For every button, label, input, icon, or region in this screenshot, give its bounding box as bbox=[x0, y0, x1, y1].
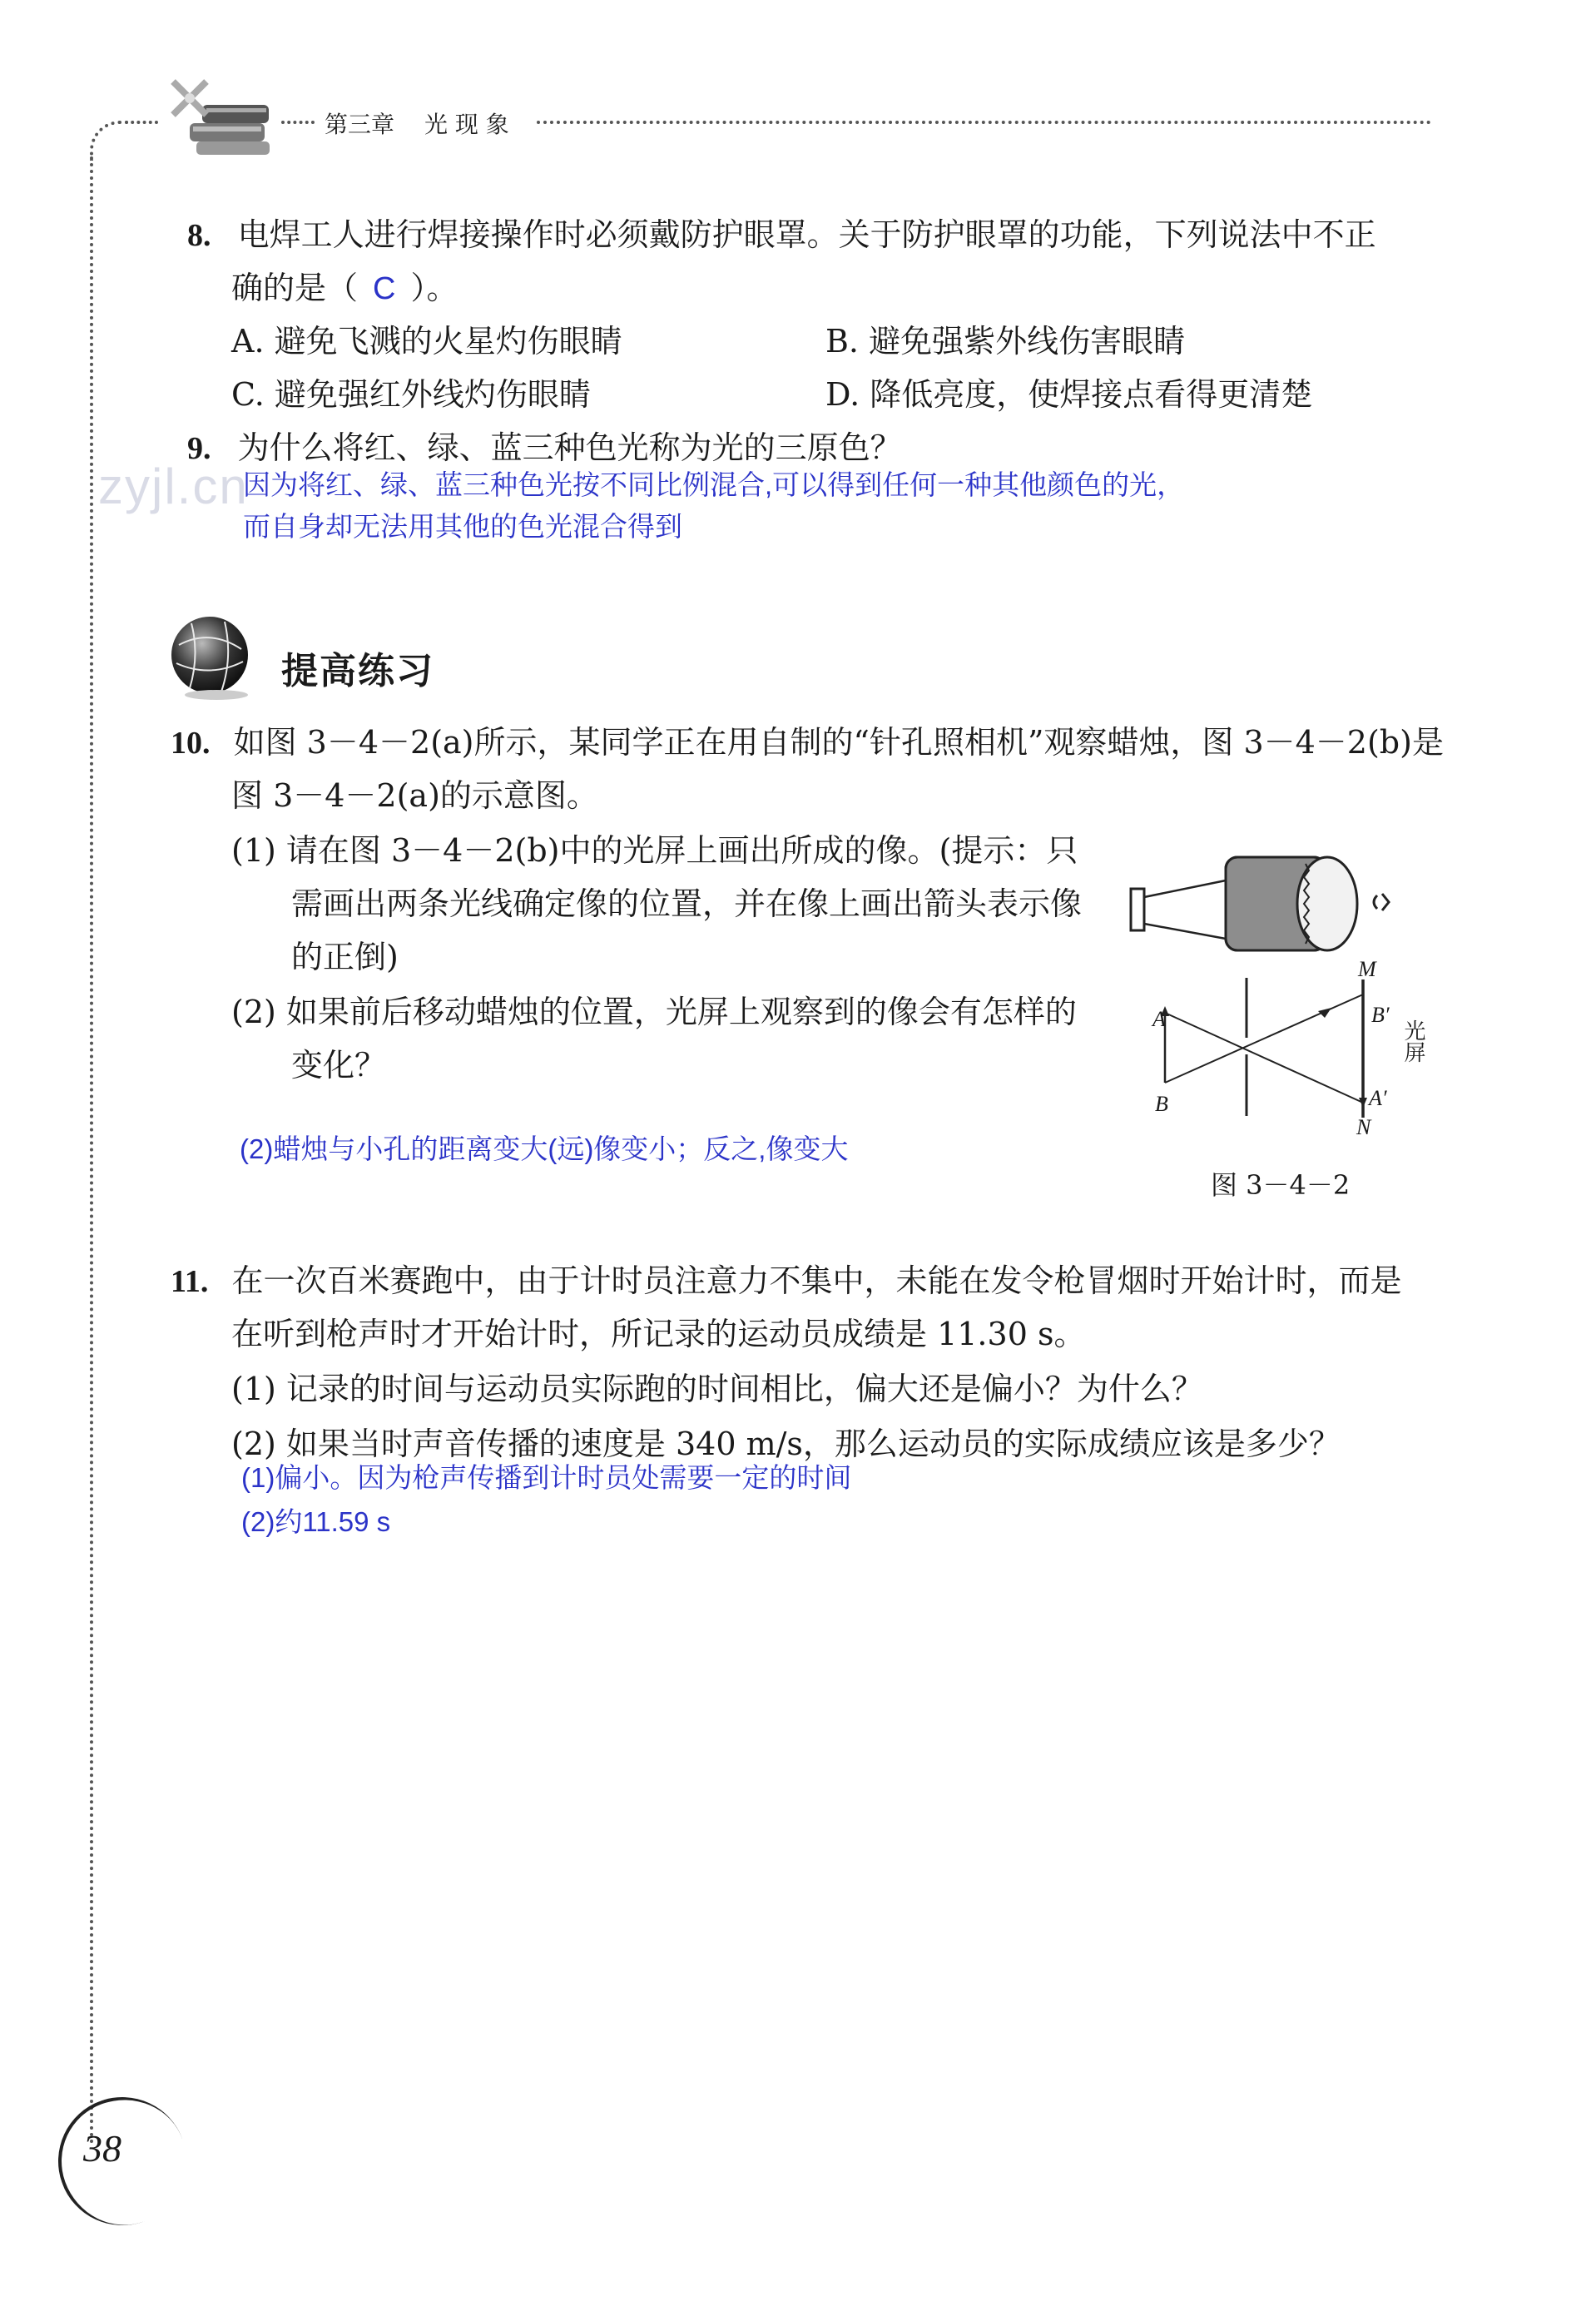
label-A: A bbox=[1152, 1007, 1166, 1031]
q11-line1 bbox=[171, 1261, 1402, 1302]
q11-answer2: (2)约11.59 s bbox=[241, 1506, 391, 1537]
q8-answer: C bbox=[373, 271, 396, 306]
section-title: 提高练习 bbox=[281, 650, 434, 692]
q8-number: 8. bbox=[187, 218, 211, 253]
q10-sub1-line3: 的正倒) bbox=[291, 939, 399, 975]
q10-answer: (2)蜡烛与小孔的距离变大(远)像变小；反之,像变大 bbox=[240, 1133, 849, 1164]
q10-line1 bbox=[171, 722, 1444, 763]
q10-sub1-line2: 需画出两条光线确定像的位置，并在像上画出箭头表示像 bbox=[291, 885, 1083, 922]
q11-line2: 在听到枪声时才开始计时，所记录的运动员成绩是 11.30 s。 bbox=[231, 1316, 1086, 1352]
q11-answer1: (1)偏小。因为枪声传播到计时员处需要一定的时间 bbox=[241, 1462, 852, 1493]
label-B-prime: B′ bbox=[1371, 1003, 1390, 1027]
figure-caption: 图 3－4－2 bbox=[1211, 1169, 1351, 1201]
q9-answer-line2: 而自身却无法用其他的色光混合得到 bbox=[243, 511, 682, 542]
label-screen: 光屏 bbox=[1400, 1019, 1425, 1063]
label-A-prime: A′ bbox=[1369, 1086, 1387, 1110]
q11-text: 在一次百米赛跑中，由于计时员注意力不集中，未能在发令枪冒烟时开始计时，而是 bbox=[231, 1262, 1402, 1299]
page-number: 38 bbox=[83, 2127, 121, 2170]
q8-option-c: C. 避免强红外线灼伤眼睛 bbox=[231, 376, 591, 413]
q9-text: 为什么将红、绿、蓝三种色光称为光的三原色？ bbox=[237, 429, 902, 466]
q8-line1 bbox=[187, 215, 1376, 255]
q8-option-a: A. 避免飞溅的火星灼伤眼睛 bbox=[231, 323, 622, 360]
q9-answer-line1: 因为将红、绿、蓝三种色光按不同比例混合,可以得到任何一种其他颜色的光， bbox=[243, 469, 1185, 500]
q8-text: 电焊工人进行焊接操作时必须戴防护眼罩。关于防护眼罩的功能，下列说法中不正 bbox=[237, 216, 1376, 253]
page-number-circle bbox=[40, 2079, 204, 2243]
q11-number: 11. bbox=[171, 1264, 209, 1299]
header-rule-left bbox=[125, 121, 158, 124]
label-N: N bbox=[1356, 1115, 1371, 1139]
header-rule-right bbox=[537, 121, 1431, 124]
q11-sub1: (1) 记录的时间与运动员实际跑的时间相比，偏大还是偏小？为什么？ bbox=[231, 1371, 1203, 1407]
q10-sub1-line1: (1) 请在图 3－4－2(b)中的光屏上画出所成的像。(提示：只 bbox=[231, 832, 1078, 869]
header-corner bbox=[90, 121, 130, 161]
q9-line bbox=[187, 428, 902, 469]
watermark: zyjl.cn bbox=[98, 459, 249, 514]
q10-line2: 图 3－4－2(a)的示意图。 bbox=[231, 777, 598, 814]
q10-text: 如图 3－4－2(a)所示，某同学正在用自制的“针孔照相机”观察蜡烛，图 3－4－2(b)是 bbox=[233, 724, 1444, 761]
q8-line2-pre: 确的是（ bbox=[231, 270, 359, 306]
q10-sub2-line2: 变化？ bbox=[291, 1047, 387, 1084]
label-B: B bbox=[1155, 1092, 1168, 1116]
q8-option-b: B. 避免强紫外线伤害眼睛 bbox=[825, 323, 1186, 360]
header-chapter: 第三章 bbox=[325, 111, 395, 138]
header-rule-mid bbox=[281, 121, 315, 124]
q8-line2-post: ）。 bbox=[410, 270, 458, 306]
q11-sub2: (2) 如果当时声音传播的速度是 340 m/s，那么运动员的实际成绩应该是多少？ bbox=[231, 1426, 1341, 1462]
left-margin-rule bbox=[90, 156, 93, 2145]
section-globe-icon bbox=[166, 612, 258, 703]
header-title: 光 现 象 bbox=[424, 111, 509, 138]
q10-sub2-line1: (2) 如果前后移动蜡烛的位置，光屏上观察到的像会有怎样的 bbox=[231, 994, 1077, 1030]
chapter-logo-icon bbox=[156, 65, 281, 165]
q10-number: 10. bbox=[171, 726, 211, 761]
q8-line2 bbox=[231, 268, 458, 309]
pinhole-camera-figure bbox=[1128, 841, 1410, 961]
label-M: M bbox=[1358, 957, 1376, 981]
q8-option-d: D. 降低亮度，使焊接点看得更清楚 bbox=[825, 376, 1313, 413]
q9-number: 9. bbox=[187, 431, 211, 466]
ray-diagram-figure bbox=[1140, 961, 1423, 1140]
